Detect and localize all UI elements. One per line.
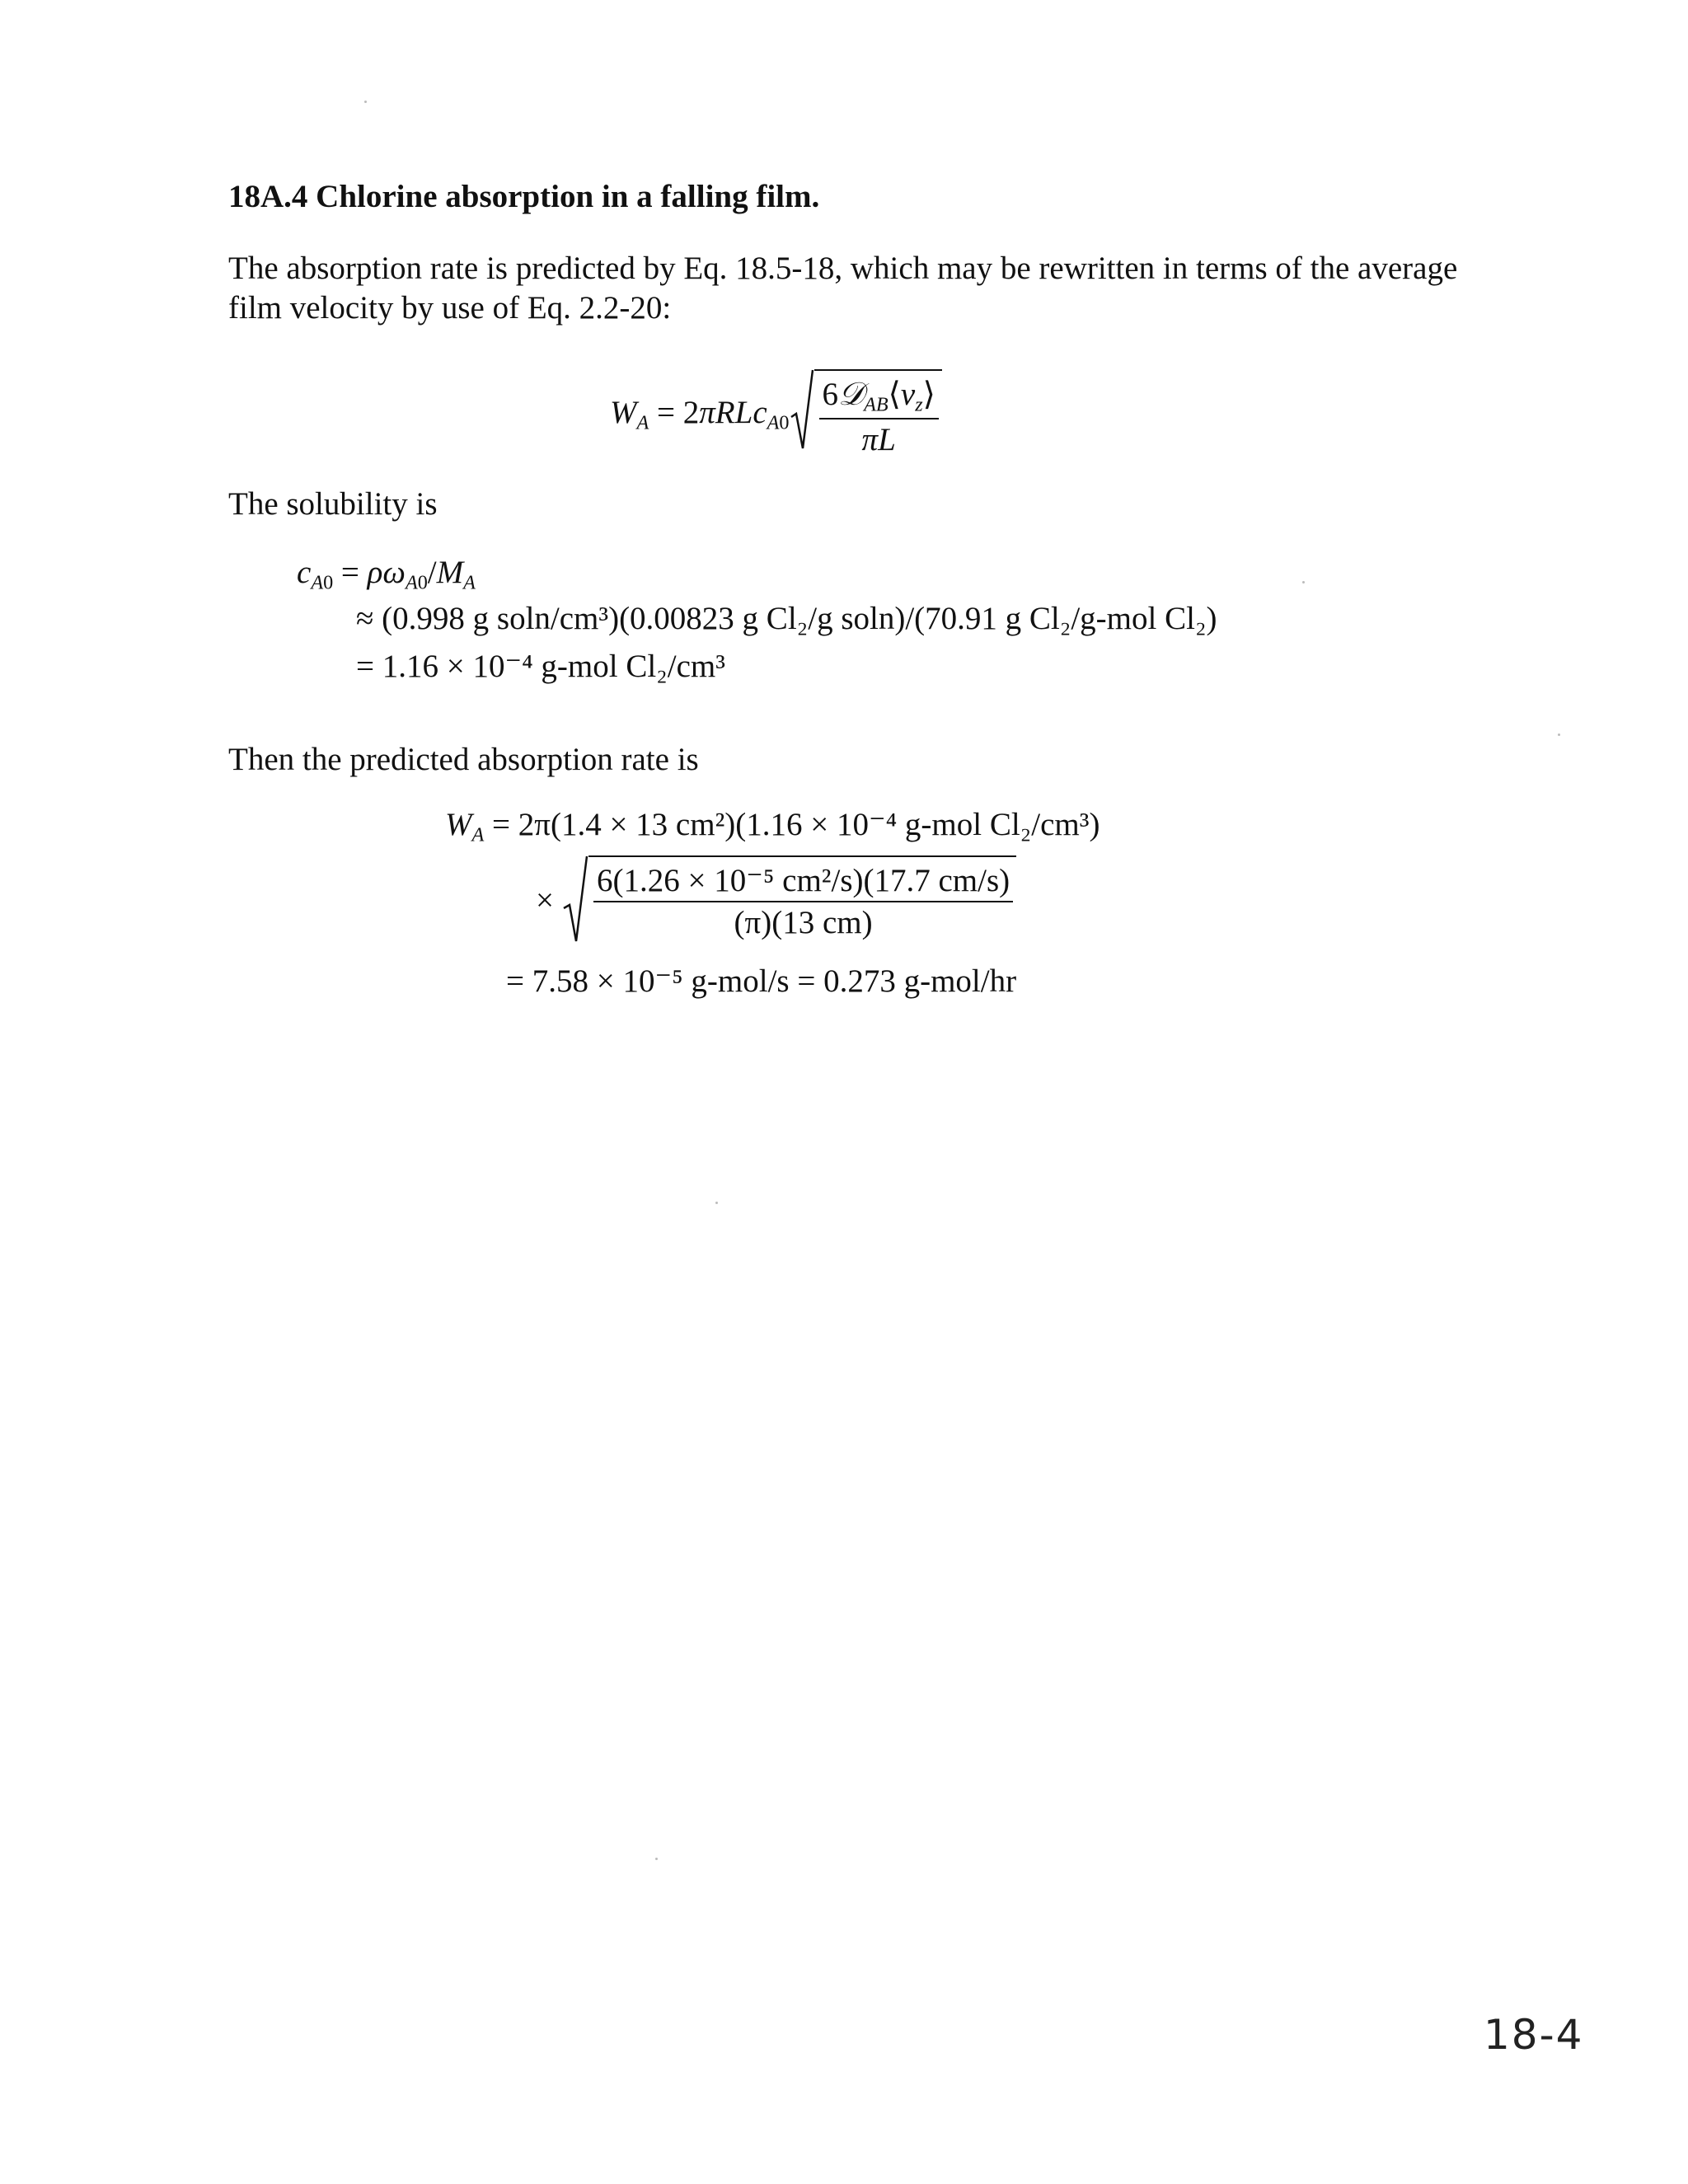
predicted-line-2 — [536, 855, 1016, 944]
eq1-radical — [790, 369, 942, 458]
scan-speck — [655, 1858, 658, 1860]
predicted-denominator: (π)(13 cm) — [734, 905, 873, 940]
eq1-lhs: $W_A = 2\pi RLc_{A0}$ — [610, 394, 790, 434]
scan-speck — [715, 1202, 718, 1204]
predicted-numerator: 6(1.26 × 10⁻⁵ cm²/s)(17.7 cm/s) — [593, 862, 1013, 902]
predicted-fraction — [593, 862, 1013, 941]
solubility-line-1: $c_{A0} = \rho\omega_{A0}/M_A$ — [297, 555, 476, 594]
solubility-label: The solubility is — [228, 486, 438, 522]
scan-speck — [1558, 733, 1560, 736]
problem-title: 18A.4 Chlorine absorption in a falling film. — [228, 179, 820, 214]
solubility-line-3: = 1.16 × 10⁻⁴ g-mol Cl₂/cm³ — [356, 649, 725, 684]
eq1-fraction: $\frac{6𝒟_{AB}⟨v_z⟩}{\pi L}$ — [819, 376, 939, 458]
predicted-radical — [562, 855, 1016, 944]
scan-speck — [1302, 581, 1305, 583]
radical-sign-icon — [562, 855, 588, 944]
times-sign: × — [536, 882, 554, 918]
radical-sign-icon — [790, 369, 814, 452]
scan-speck — [364, 101, 367, 103]
intro-paragraph: The absorption rate is predicted by Eq. 18.5-18, which may be rewritten in terms of the average film velocity by use of Eq. 2.2-20: — [228, 251, 1458, 326]
predicted-label: Then the predicted absorption rate is — [228, 742, 699, 777]
predicted-result: = 7.58 × 10⁻⁵ g-mol/s = 0.273 g-mol/hr — [506, 963, 1017, 999]
page-number: 18-4 — [1484, 2011, 1584, 2059]
absorption-rate-equation — [610, 369, 942, 458]
solubility-line-2: ≈ (0.998 g soln/cm³)(0.00823 g Cl₂/g soln)/(70.91 g Cl₂/g-mol Cl₂) — [356, 601, 1217, 636]
predicted-line-1: $W_A = 2\pi(1.4 \times 13$ cm²)(1.16 × 10⁻⁴ g-mol Cl₂/cm³) — [445, 807, 1100, 846]
